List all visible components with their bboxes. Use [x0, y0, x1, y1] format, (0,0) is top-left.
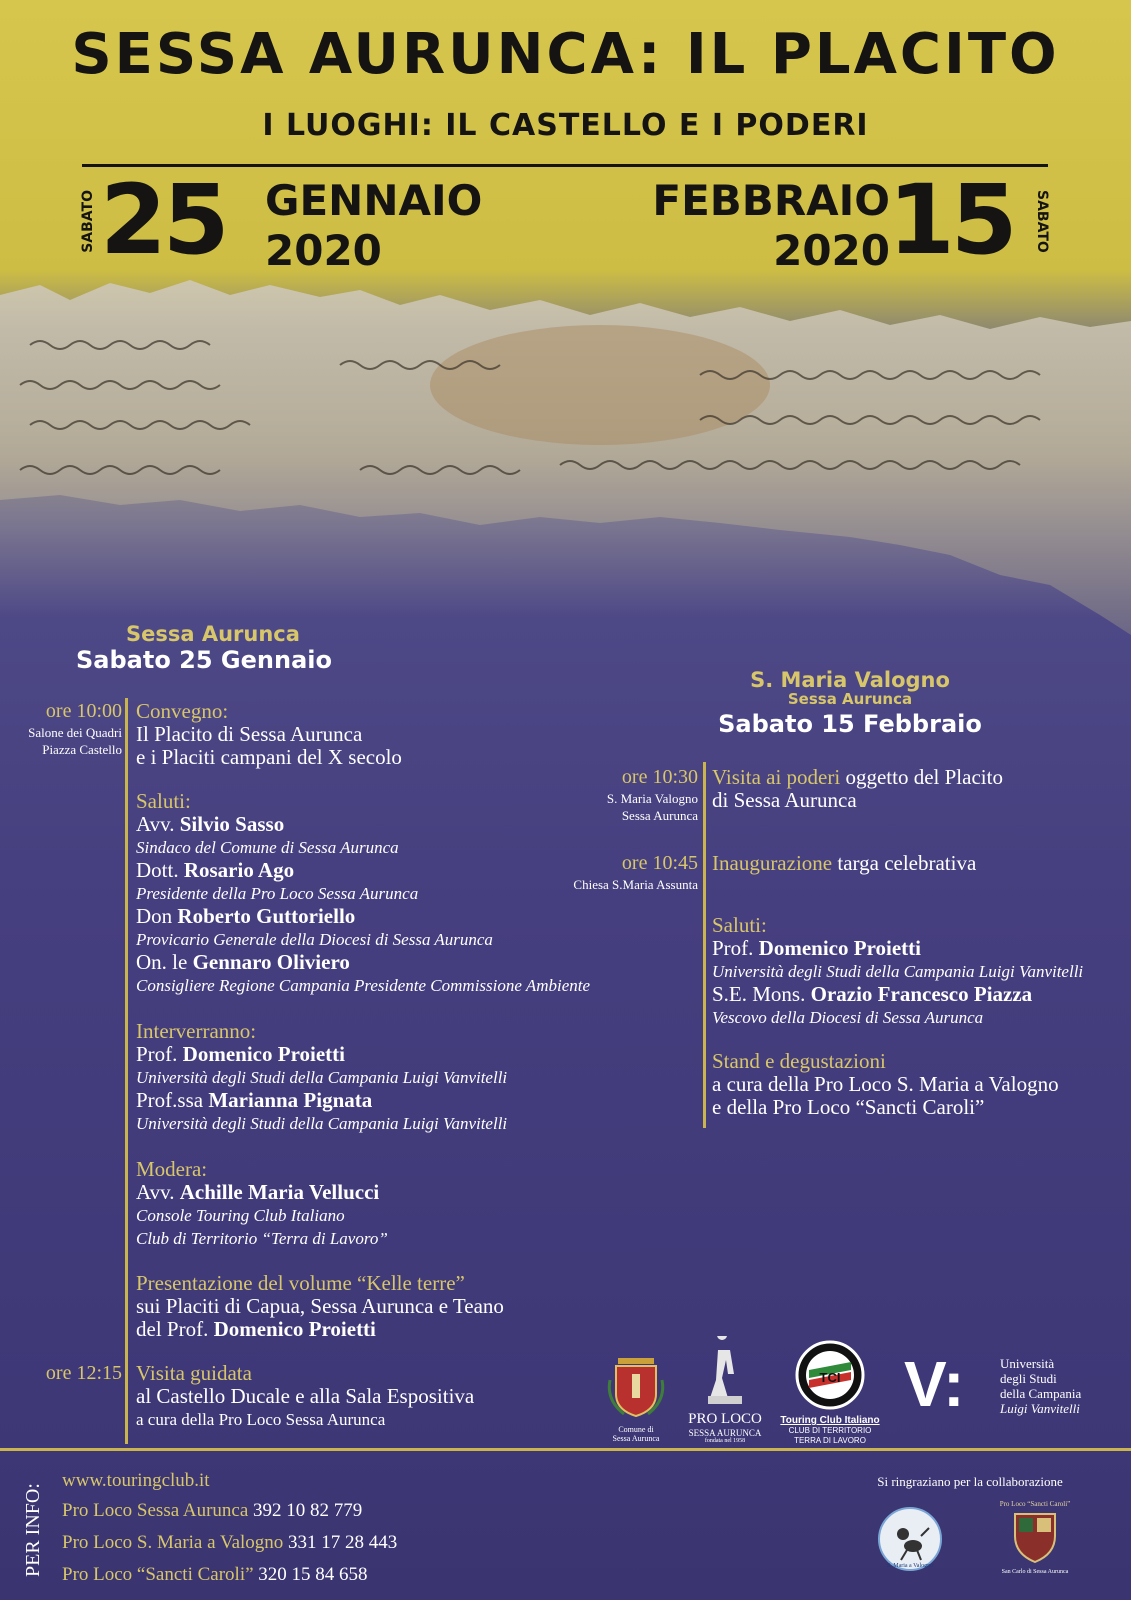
second-month: FEBBRAIO: [652, 176, 890, 225]
thanks-text: Si ringraziano per la collaborazione: [877, 1474, 1063, 1489]
comune-crest-icon: [604, 1340, 668, 1420]
poster-title: SESSA AURUNCA: IL PLACITO: [71, 22, 1060, 87]
proloco-logo: PRO LOCO SESSA AURUNCA fondata nel 1958: [682, 1336, 768, 1444]
second-day: 15: [888, 164, 1014, 276]
event-poster: SESSA AURUNCA: IL PLACITO I LUOGHI: IL CASTELLO E I PODERI SABATO 25 GENNAIO 2020 FEBBRAIO 2020 15 SABATO Sessa Aurunca Sabato 25 Gennaio ore 10:00 Salone dei Quadri Piazza Castello Convegno: Il Placito di Sessa Aurunca e i Placiti campani del X secolo Saluti: Avv. Silvio Sasso Sindaco del Comune di Sessa Aurunca Dott. Rosario Ago Presidente della Pro Loco Sessa Aurunca Don Roberto Guttoriello Provicario Generale della Diocesi di Sessa Aurunca On. le Gennaro Oliviero Consigliere Regione Campania Presidente Commissione Ambiente Interverranno: Prof. Domenico Proietti Università degli Studi della Campania Luigi Vanvitelli Prof.ssa Marianna Pignata Università degli Studi della Campania Luigi Vanvitelli Modera: Avv. Achille Maria Vellucci Console Touring Club Italiano Club di Territorio “Terra di Lavoro” Presentazione del volume “Kelle terre” sui Placiti di Capua, Sessa Aurunca e Teano del Prof. Domenico Proietti ore 12:15 Visita guidata al Castello Ducale e alla Sala Espositiva a cura della Pro Loco Sessa Aurunca S. Maria Valogno Sessa Aurunca Sabato 15 Febbraio ore 10:30 S. Maria Valogno Sessa Aurunca Visita ai poderi oggetto del Placito di Sessa Aurunca ore 10:45 Chiesa S.Maria Assunta Inaugurazione targa celebrativa Saluti: Prof. Domenico Proietti Università degli Studi della Campania Luigi Vanvitelli S.E. Mons. Orazio Francesco Piazza Vescovo della Diocesi di Sessa Aurunca Stand e degustazioni a cura della Pro Loco S. Maria a Valogno e della Pro Loco “Sancti Caroli” Comune di Sessa Aurunca PRO LOCO SESSA AURUNCA fondata nel 1958 TCI Touring Club Italiano CLUB DI TERRITORIO TERRA DI LAVORO V: Università degli Studi della Campania Luigi Vanvitelli PER INFO: www.touringclub.it Pro Loco Sessa Aurunca 392 10 82 779 Pro Loco S. Maria a Valogno 331 17 28 443 Pro Loco “Sancti Caroli” 320 15 84 658 Si ringraziano per la collaborazione S. Maria a Valogno Pro Loco “Sancti Caroli” San Carlo di Sessa Aurunca: [0, 0, 1131, 1600]
footer-divider: [0, 1448, 1131, 1451]
statue-icon: [700, 1336, 750, 1406]
inaugurazione-block: Inaugurazione targa celebrativa: [712, 851, 977, 875]
manuscript-parchment-image: [0, 255, 1131, 635]
poster-subtitle: I LUOGHI: IL CASTELLO E I PODERI: [262, 108, 869, 143]
convegno-block: Convegno: Il Placito di Sessa Aurunca e i Placiti campani del X secolo: [136, 699, 402, 769]
sancti-caroli-crest-icon: [1005, 1508, 1065, 1564]
right-place-subheading: Sessa Aurunca: [787, 690, 913, 708]
presentazione-block: Presentazione del volume “Kelle terre” sui Placiti di Capua, Sessa Aurunca e Teano del Prof. Domenico Proietti: [136, 1271, 504, 1341]
vanvitelli-mark: V:: [904, 1348, 965, 1420]
contact-proloco-sessa: Pro Loco Sessa Aurunca 392 10 82 779: [62, 1500, 363, 1521]
left-time-1: ore 10:00: [45, 700, 122, 722]
second-weekday: SABATO: [1034, 190, 1050, 253]
right-date-heading: Sabato 15 Febbraio: [718, 710, 982, 738]
svg-text:TCI: TCI: [819, 1370, 841, 1385]
visita-poderi-block: Visita ai poderi oggetto del Placito di Sessa Aurunca: [712, 765, 1003, 812]
first-day: 25: [100, 164, 226, 276]
first-weekday: SABATO: [80, 190, 96, 253]
right-location-2: Chiesa S.Maria Assunta: [573, 877, 698, 892]
right-time-2: ore 10:45: [621, 852, 698, 874]
left-timeline: [125, 698, 128, 1444]
per-info-label: PER INFO:: [22, 1483, 44, 1577]
tci-logo: TCI Touring Club Italiano CLUB DI TERRITORIO TERRA DI LAVORO: [776, 1340, 884, 1446]
left-saluti-block: Saluti: Avv. Silvio Sasso Sindaco del Comune di Sessa Aurunca Dott. Rosario Ago Presidente della Pro Loco Sessa Aurunca Don Roberto Guttoriello Provicario Generale della Diocesi di Sessa Aurunca On. le Gennaro Oliviero Consigliere Regione Campania Presidente Commissione Ambiente: [136, 789, 591, 995]
interverranno-block: Interverranno: Prof. Domenico Proietti Università degli Studi della Campania Luigi Vanvitelli Prof.ssa Marianna Pignata Università degli Studi della Campania Luigi Vanvitelli: [136, 1019, 508, 1133]
modera-block: Modera: Avv. Achille Maria Vellucci Console Touring Club Italiano Club di Territorio “Terra di Lavoro”: [136, 1157, 388, 1248]
left-time-2: ore 12:15: [45, 1362, 122, 1384]
right-saluti-block: Saluti: Prof. Domenico Proietti Università degli Studi della Campania Luigi Vanvitelli S.E. Mons. Orazio Francesco Piazza Vescovo della Diocesi di Sessa Aurunca: [712, 913, 1084, 1027]
first-year: 2020: [265, 226, 382, 275]
right-location-1: S. Maria Valogno Sessa Aurunca: [606, 791, 698, 823]
second-year: 2020: [773, 226, 890, 275]
left-date-heading: Sabato 25 Gennaio: [76, 646, 332, 674]
valogno-proloco-logo: S. Maria a Valogno: [870, 1506, 950, 1569]
comune-logo: Comune di Sessa Aurunca: [596, 1340, 676, 1443]
first-month: GENNAIO: [265, 176, 483, 225]
contact-proloco-valogno: Pro Loco S. Maria a Valogno 331 17 28 443: [62, 1532, 398, 1553]
contact-proloco-sancti-caroli: Pro Loco “Sancti Caroli” 320 15 84 658: [62, 1564, 368, 1585]
sancti-caroli-logo: Pro Loco “Sancti Caroli” San Carlo di Sessa Aurunca: [999, 1500, 1071, 1575]
stand-block: Stand e degustazioni a cura della Pro Loco S. Maria a Valogno e della Pro Loco “Sancti Caroli”: [712, 1049, 1059, 1119]
right-timeline: [703, 762, 706, 1128]
right-time-1: ore 10:30: [621, 766, 698, 788]
tci-badge-icon: [795, 1340, 865, 1410]
right-place-heading: S. Maria Valogno: [750, 668, 950, 692]
left-place-heading: Sessa Aurunca: [126, 622, 300, 646]
website-link[interactable]: www.touringclub.it: [62, 1470, 210, 1491]
left-location-1: Salone dei Quadri Piazza Castello: [28, 725, 122, 757]
visita-guidata-block: Visita guidata al Castello Ducale e alla Sala Espositiva a cura della Pro Loco Sessa Aurunca: [136, 1361, 475, 1429]
